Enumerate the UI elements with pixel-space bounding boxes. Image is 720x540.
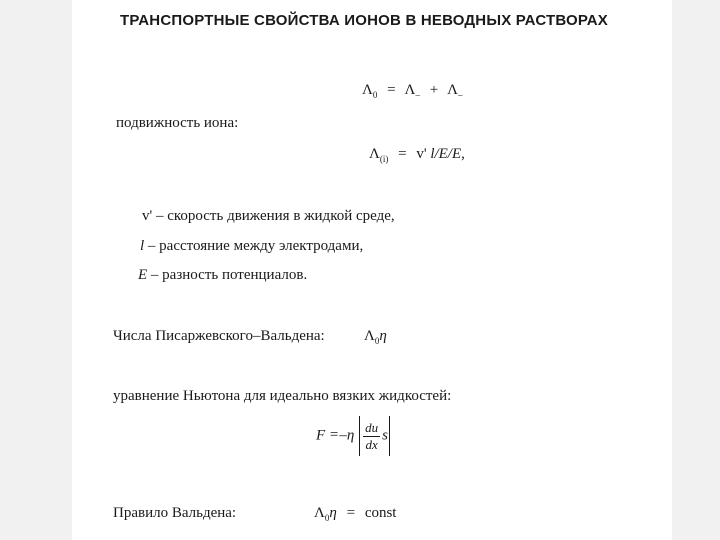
definition-potential bbox=[138, 267, 307, 284]
equals-sign: = bbox=[329, 427, 339, 444]
lambda-symbol: Λ bbox=[314, 505, 325, 521]
lambda-subscript: 0 bbox=[372, 90, 378, 100]
formula-walden bbox=[314, 505, 396, 523]
formula-lambda-eta bbox=[364, 328, 387, 346]
formula-ion-mobility bbox=[369, 146, 465, 164]
absolute-bar bbox=[389, 416, 390, 456]
area-symbol: s bbox=[382, 427, 388, 444]
force-symbol: F bbox=[316, 427, 326, 444]
absolute-bar bbox=[359, 416, 360, 456]
definition-velocity bbox=[142, 208, 395, 225]
lambda-term: Λ bbox=[447, 82, 458, 98]
definition-text: – разность потенциалов. bbox=[147, 267, 308, 283]
definition-symbol: l bbox=[140, 238, 145, 254]
definition-symbol: E bbox=[138, 267, 148, 283]
equals-sign: = bbox=[398, 146, 407, 162]
fraction-du-dx bbox=[363, 420, 380, 453]
lambda-subscript: 0 bbox=[324, 513, 330, 523]
formula-newton bbox=[316, 416, 391, 456]
walden-rule-label: Правило Вальдена: bbox=[113, 505, 237, 521]
definition-text: – скорость движения в жидкой среде, bbox=[152, 208, 395, 224]
eta-symbol: η bbox=[379, 328, 387, 344]
term-subscript: – bbox=[415, 90, 420, 100]
mobility-label: подвижность иона: bbox=[116, 115, 239, 131]
definition-distance bbox=[140, 238, 363, 255]
const-text: const bbox=[364, 505, 397, 521]
plus-sign: + bbox=[429, 82, 439, 98]
slide-title: ТРАНСПОРТНЫЕ СВОЙСТВА ИОНОВ В НЕВОДНЫХ РАСТВОРАХ bbox=[120, 12, 609, 29]
equals-sign: = bbox=[346, 505, 356, 521]
definition-symbol: v' bbox=[142, 208, 153, 224]
fraction-denominator: dx bbox=[365, 436, 378, 452]
fraction-numerator: du bbox=[365, 419, 379, 435]
equals-sign: = bbox=[387, 82, 396, 98]
lambda-symbol: Λ bbox=[364, 328, 375, 344]
lambda-symbol: Λ bbox=[369, 146, 380, 162]
formula-lambda-sum bbox=[362, 82, 462, 100]
pisarzhevsky-walden-label: Числа Писаржевского–Вальдена: bbox=[113, 328, 325, 344]
eta-symbol: η bbox=[329, 505, 337, 521]
term-subscript: – bbox=[457, 90, 463, 100]
velocity-symbol: v' bbox=[416, 146, 427, 162]
lambda-subscript: (i) bbox=[379, 154, 389, 164]
formula-rest: l/E/E, bbox=[430, 146, 465, 162]
eta-symbol: –η bbox=[339, 427, 355, 444]
definition-text: – расстояние между электродами, bbox=[144, 238, 364, 254]
newton-label: уравнение Ньютона для идеально вязких жидкостей: bbox=[113, 388, 452, 404]
lambda-symbol: Λ bbox=[362, 82, 373, 98]
lambda-term: Λ bbox=[404, 82, 416, 98]
lambda-subscript: 0 bbox=[374, 336, 380, 346]
slide-page bbox=[72, 0, 672, 540]
